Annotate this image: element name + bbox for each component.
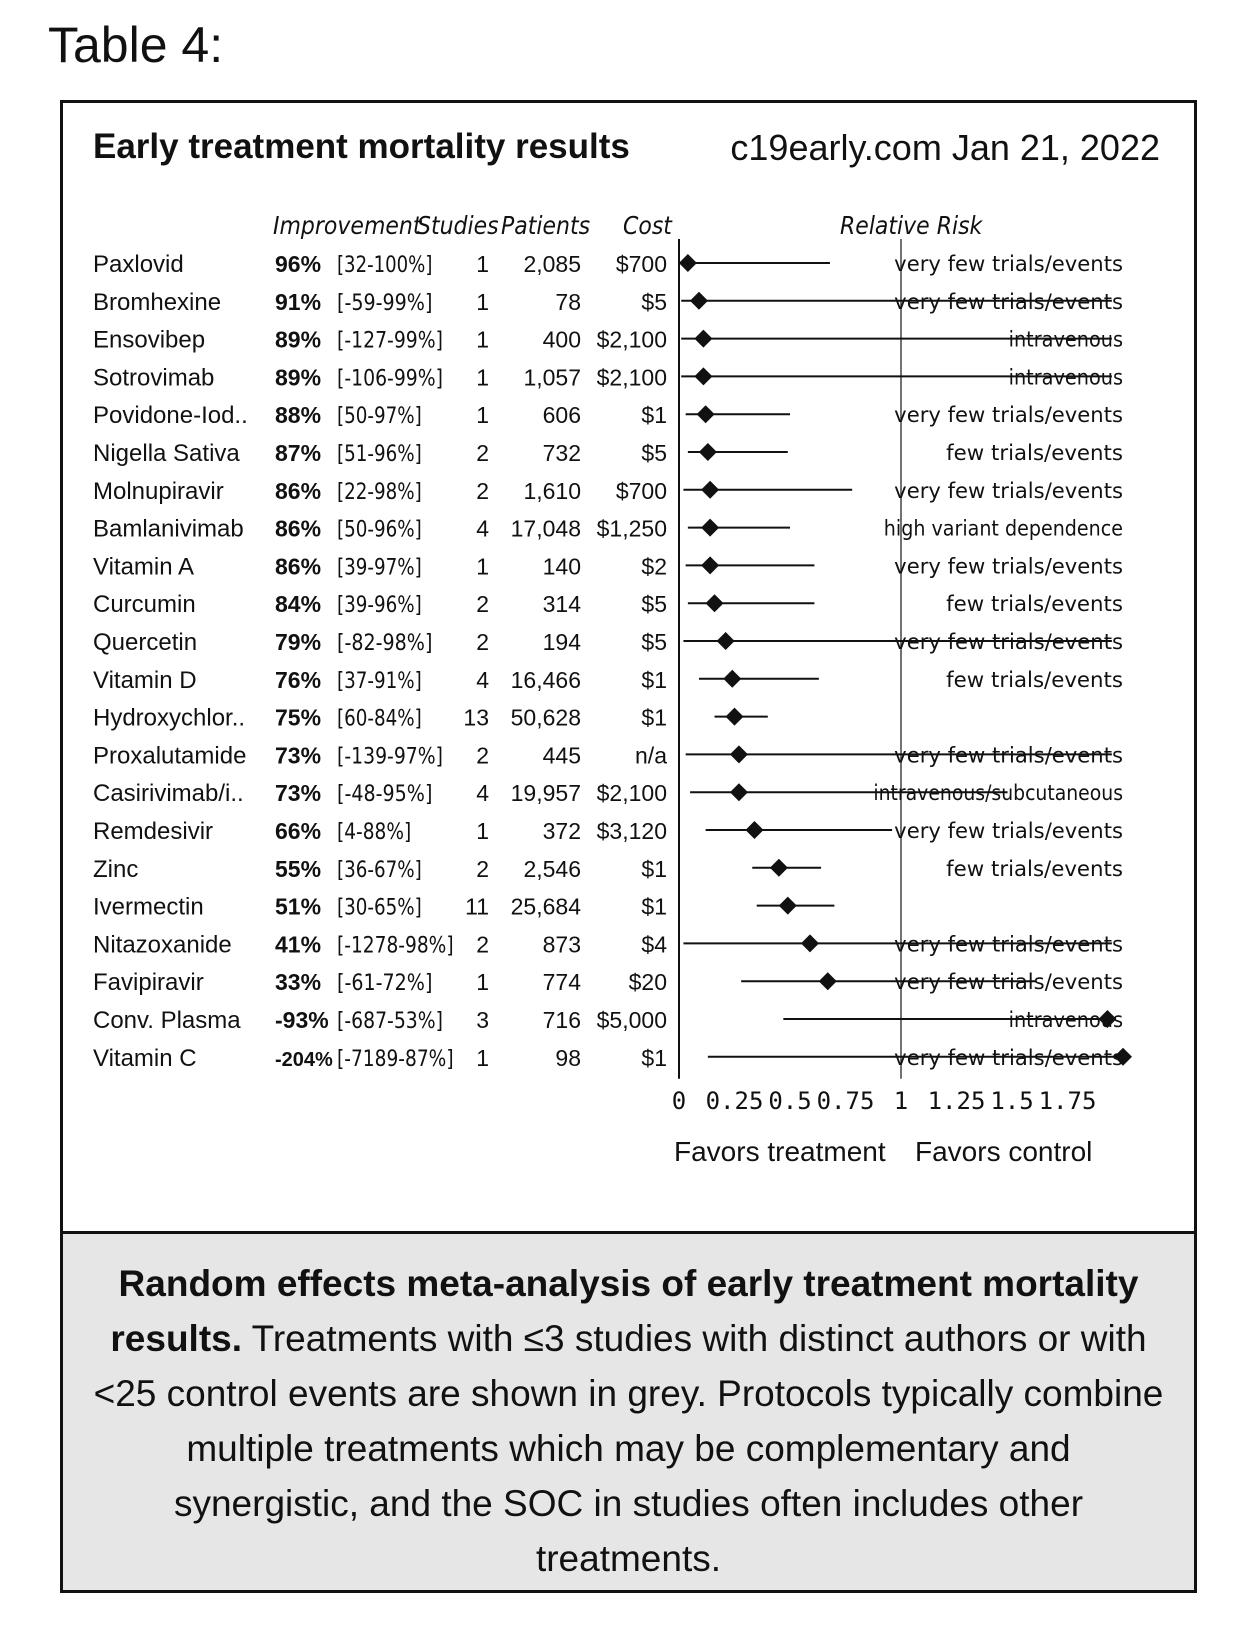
row-ci: [-1278-98%] — [337, 933, 454, 959]
row-name: Sotrovimab — [93, 364, 215, 392]
row-ci: [50-97%] — [337, 404, 422, 430]
row-improvement: 86% — [275, 553, 322, 580]
x-label-left: Favors treatment — [674, 1135, 886, 1167]
row-name: Povidone-Iod.. — [93, 402, 248, 430]
row-note: few trials/events — [946, 592, 1123, 617]
row-cost: n/a — [635, 742, 667, 769]
row-ci: [22-98%] — [337, 479, 422, 505]
row-note: intravenous/subcutaneous — [873, 781, 1123, 806]
x-label-right: Favors control — [915, 1135, 1093, 1167]
point-estimate — [745, 821, 763, 839]
row-name: Proxalutamide — [93, 742, 247, 770]
point-estimate — [694, 330, 712, 348]
row-ci: [32-100%] — [337, 253, 433, 278]
x-tick-label: 1.5 — [990, 1086, 1034, 1115]
row-cost: $5 — [641, 288, 667, 315]
row-name: Nitazoxanide — [93, 931, 232, 959]
row-improvement: 89% — [275, 326, 322, 353]
row-studies: 1 — [476, 364, 489, 391]
row-improvement: 86% — [275, 515, 322, 542]
row-ci: [39-97%] — [337, 555, 422, 581]
point-estimate — [819, 972, 837, 990]
row-patients: 16,466 — [510, 666, 581, 693]
row-studies: 4 — [476, 515, 489, 542]
row-ci: [-687-53%] — [337, 1009, 443, 1034]
table-label: Table 4: — [48, 17, 224, 73]
point-estimate — [717, 632, 735, 650]
row-cost: $2,100 — [596, 780, 667, 807]
row-note: very few trials/events — [894, 1045, 1123, 1070]
row-patients: 194 — [542, 629, 581, 655]
row-studies: 4 — [476, 666, 489, 693]
row-cost: $5 — [641, 591, 667, 618]
row-name: Bromhexine — [93, 288, 222, 316]
row-improvement: 73% — [275, 780, 322, 807]
row-studies: 1 — [476, 251, 489, 277]
row-patients: 445 — [542, 742, 581, 769]
row-cost: $1 — [641, 1044, 667, 1071]
row-note: intravenous — [1008, 327, 1123, 352]
point-estimate — [801, 934, 819, 952]
row-name: Vitamin D — [93, 666, 197, 694]
row-studies: 1 — [476, 288, 489, 315]
row-note: intravenous — [1008, 1008, 1123, 1032]
row-name: Favipiravir — [93, 969, 204, 997]
row-patients: 400 — [542, 326, 581, 353]
row-cost: $1 — [641, 855, 667, 882]
chart-source: c19early.com Jan 21, 2022 — [730, 127, 1160, 168]
row-studies: 4 — [476, 780, 489, 807]
row-studies: 1 — [476, 818, 489, 844]
header-patients: Patients — [501, 211, 591, 240]
row-ci: [-7189-87%] — [337, 1046, 454, 1072]
row-note: very few trials/events — [894, 554, 1123, 579]
row-name: Molnupiravir — [93, 477, 224, 505]
row-studies: 11 — [465, 893, 489, 920]
row-studies: 1 — [476, 553, 489, 580]
row-cost: $1 — [641, 893, 667, 920]
row-cost: $2,100 — [596, 326, 667, 353]
figure-caption — [63, 1231, 1194, 1590]
row-studies: 3 — [476, 1007, 489, 1033]
row-name: Remdesivir — [93, 818, 214, 845]
row-note: very few trials/events — [894, 932, 1123, 957]
x-tick-label: 0.5 — [768, 1086, 812, 1115]
point-estimate — [679, 254, 697, 272]
row-improvement: 91% — [275, 288, 322, 315]
point-estimate — [699, 443, 717, 461]
row-cost: $700 — [615, 477, 667, 504]
figure-frame — [60, 100, 1197, 1593]
row-patients: 25,684 — [510, 893, 581, 920]
row-improvement: 51% — [275, 893, 322, 920]
row-name: Casirivimab/i.. — [93, 780, 244, 808]
row-cost: $1 — [641, 402, 667, 429]
caption-bold: Random effects meta-analysis of early treatment mortality results. — [110, 1263, 1139, 1359]
x-tick-label: 1.75 — [1038, 1086, 1097, 1115]
x-tick-label: 0.75 — [816, 1086, 875, 1115]
row-ci: [37-91%] — [337, 668, 422, 694]
row-studies: 2 — [476, 477, 489, 504]
row-name: Conv. Plasma — [93, 1007, 241, 1034]
row-note: very few trials/events — [894, 478, 1123, 503]
row-patients: 2,546 — [523, 855, 581, 882]
row-studies: 1 — [476, 326, 489, 353]
row-patients: 17,048 — [510, 515, 581, 542]
header-cost: Cost — [623, 211, 672, 240]
caption-text: Treatments with ≤3 studies with distinct authors or with <25 control events are shown in grey. Protocols typically combine multiple treatments which may be complementary and synergistic, and the SOC in studies often includes other treatments. — [93, 1318, 1164, 1579]
row-cost: $1 — [641, 704, 667, 731]
row-patients: 19,957 — [510, 780, 581, 807]
row-ci: [-61-72%] — [337, 971, 433, 997]
row-ci: [-59-99%] — [337, 290, 433, 316]
row-studies: 2 — [476, 855, 489, 882]
row-studies: 1 — [476, 969, 489, 996]
row-patients: 774 — [542, 969, 581, 996]
row-note: few trials/events — [946, 856, 1123, 881]
point-estimate — [701, 519, 719, 537]
row-ci: [-48-95%] — [337, 782, 433, 808]
row-ci: [-82-98%] — [337, 631, 433, 656]
row-ci: [39-96%] — [337, 593, 422, 619]
row-note: high variant dependence — [883, 516, 1123, 541]
row-note: very few trials/events — [894, 630, 1123, 654]
point-estimate — [690, 292, 708, 310]
row-studies: 2 — [476, 629, 489, 655]
row-name: Bamlanivimab — [93, 515, 244, 543]
x-tick-label: 1.25 — [927, 1086, 986, 1115]
row-studies: 2 — [476, 440, 489, 466]
row-patients: 1,057 — [523, 364, 581, 391]
row-improvement: 89% — [275, 364, 322, 391]
row-patients: 716 — [542, 1007, 581, 1033]
row-patients: 606 — [542, 402, 581, 429]
row-note: few trials/events — [946, 441, 1123, 465]
point-estimate — [706, 594, 724, 612]
row-ci: [4-88%] — [337, 820, 412, 845]
row-name: Ivermectin — [93, 893, 204, 921]
row-improvement: 41% — [275, 931, 322, 958]
row-name: Nigella Sativa — [93, 440, 240, 467]
header-relative-risk: Relative Risk — [840, 211, 983, 240]
row-cost: $3,120 — [596, 818, 667, 844]
row-cost: $5 — [641, 629, 667, 655]
point-estimate — [723, 670, 741, 688]
row-note: few trials/events — [946, 667, 1123, 692]
row-name: Vitamin C — [93, 1044, 197, 1072]
point-estimate — [701, 481, 719, 499]
row-note: very few trials/events — [894, 252, 1123, 276]
row-name: Paxlovid — [93, 251, 184, 278]
row-improvement: 96% — [275, 251, 322, 277]
row-patients: 98 — [555, 1044, 581, 1071]
x-tick-label: 0 — [671, 1086, 687, 1115]
row-studies: 2 — [476, 742, 489, 769]
row-cost: $1,250 — [596, 515, 667, 542]
row-note: intravenous — [1008, 365, 1123, 390]
row-ci: [50-96%] — [337, 517, 422, 543]
point-estimate — [701, 556, 719, 574]
row-ci: [36-67%] — [337, 857, 422, 883]
header-studies: Studies — [417, 211, 499, 240]
row-improvement: 86% — [275, 477, 322, 504]
row-ci: [60-84%] — [337, 706, 422, 732]
row-cost: $5 — [641, 440, 667, 466]
row-name: Zinc — [93, 855, 139, 883]
chart-title: Early treatment mortality results — [93, 127, 630, 166]
row-patients: 372 — [542, 818, 581, 844]
row-patients: 50,628 — [510, 704, 581, 731]
row-cost: $5,000 — [596, 1007, 667, 1033]
row-patients: 732 — [542, 440, 581, 466]
row-cost: $1 — [641, 666, 667, 693]
header-improvement: Improvement — [273, 211, 422, 240]
row-ci: [-139-97%] — [337, 744, 443, 770]
row-improvement: 66% — [275, 818, 322, 844]
row-note: very few trials/events — [894, 289, 1123, 314]
row-improvement: 76% — [275, 666, 322, 693]
row-patients: 873 — [542, 931, 581, 958]
row-improvement: 33% — [275, 969, 322, 996]
row-studies: 2 — [476, 591, 489, 618]
row-improvement: 87% — [275, 440, 322, 466]
row-ci: [-127-99%] — [337, 328, 443, 354]
point-estimate — [697, 405, 715, 423]
row-cost: $700 — [615, 251, 667, 277]
row-name: Quercetin — [93, 629, 198, 656]
forest-plot-svg — [63, 103, 1194, 1233]
row-ci: [-106-99%] — [337, 366, 443, 392]
forest-plot — [63, 103, 1194, 1233]
row-name: Ensovibep — [93, 326, 206, 354]
point-estimate — [726, 708, 744, 726]
row-studies: 1 — [476, 402, 489, 429]
row-improvement: -93% — [275, 1007, 329, 1033]
x-tick-label: 1 — [893, 1086, 909, 1115]
row-improvement: -204% — [275, 1048, 333, 1071]
row-improvement: 79% — [275, 629, 322, 655]
row-patients: 2,085 — [523, 251, 581, 277]
row-patients: 78 — [555, 288, 581, 315]
point-estimate — [779, 897, 797, 915]
row-improvement: 84% — [275, 591, 322, 618]
row-patients: 314 — [542, 591, 581, 618]
row-name: Hydroxychlor.. — [93, 704, 246, 732]
point-estimate — [770, 859, 788, 877]
row-patients: 140 — [542, 553, 581, 580]
row-patients: 1,610 — [523, 477, 581, 504]
row-studies: 2 — [476, 931, 489, 958]
point-estimate — [730, 783, 748, 801]
row-ci: [51-96%] — [337, 442, 422, 467]
row-ci: [30-65%] — [337, 895, 422, 921]
row-note: very few trials/events — [894, 743, 1123, 768]
row-cost: $4 — [641, 931, 667, 958]
row-cost: $20 — [628, 969, 667, 996]
row-studies: 13 — [463, 704, 489, 731]
row-note: very few trials/events — [894, 819, 1123, 843]
row-improvement: 88% — [275, 402, 322, 429]
row-improvement: 55% — [275, 855, 322, 882]
row-cost: $2 — [641, 553, 667, 580]
row-note: very few trials/events — [894, 403, 1123, 428]
x-tick-label: 0.25 — [705, 1086, 764, 1115]
row-note: very few trials/events — [894, 970, 1123, 995]
row-studies: 1 — [476, 1044, 489, 1071]
point-estimate — [694, 367, 712, 385]
row-name: Curcumin — [93, 591, 196, 619]
row-improvement: 73% — [275, 742, 322, 769]
point-estimate — [730, 745, 748, 763]
row-improvement: 75% — [275, 704, 322, 731]
row-name: Vitamin A — [93, 553, 194, 581]
row-cost: $2,100 — [596, 364, 667, 391]
